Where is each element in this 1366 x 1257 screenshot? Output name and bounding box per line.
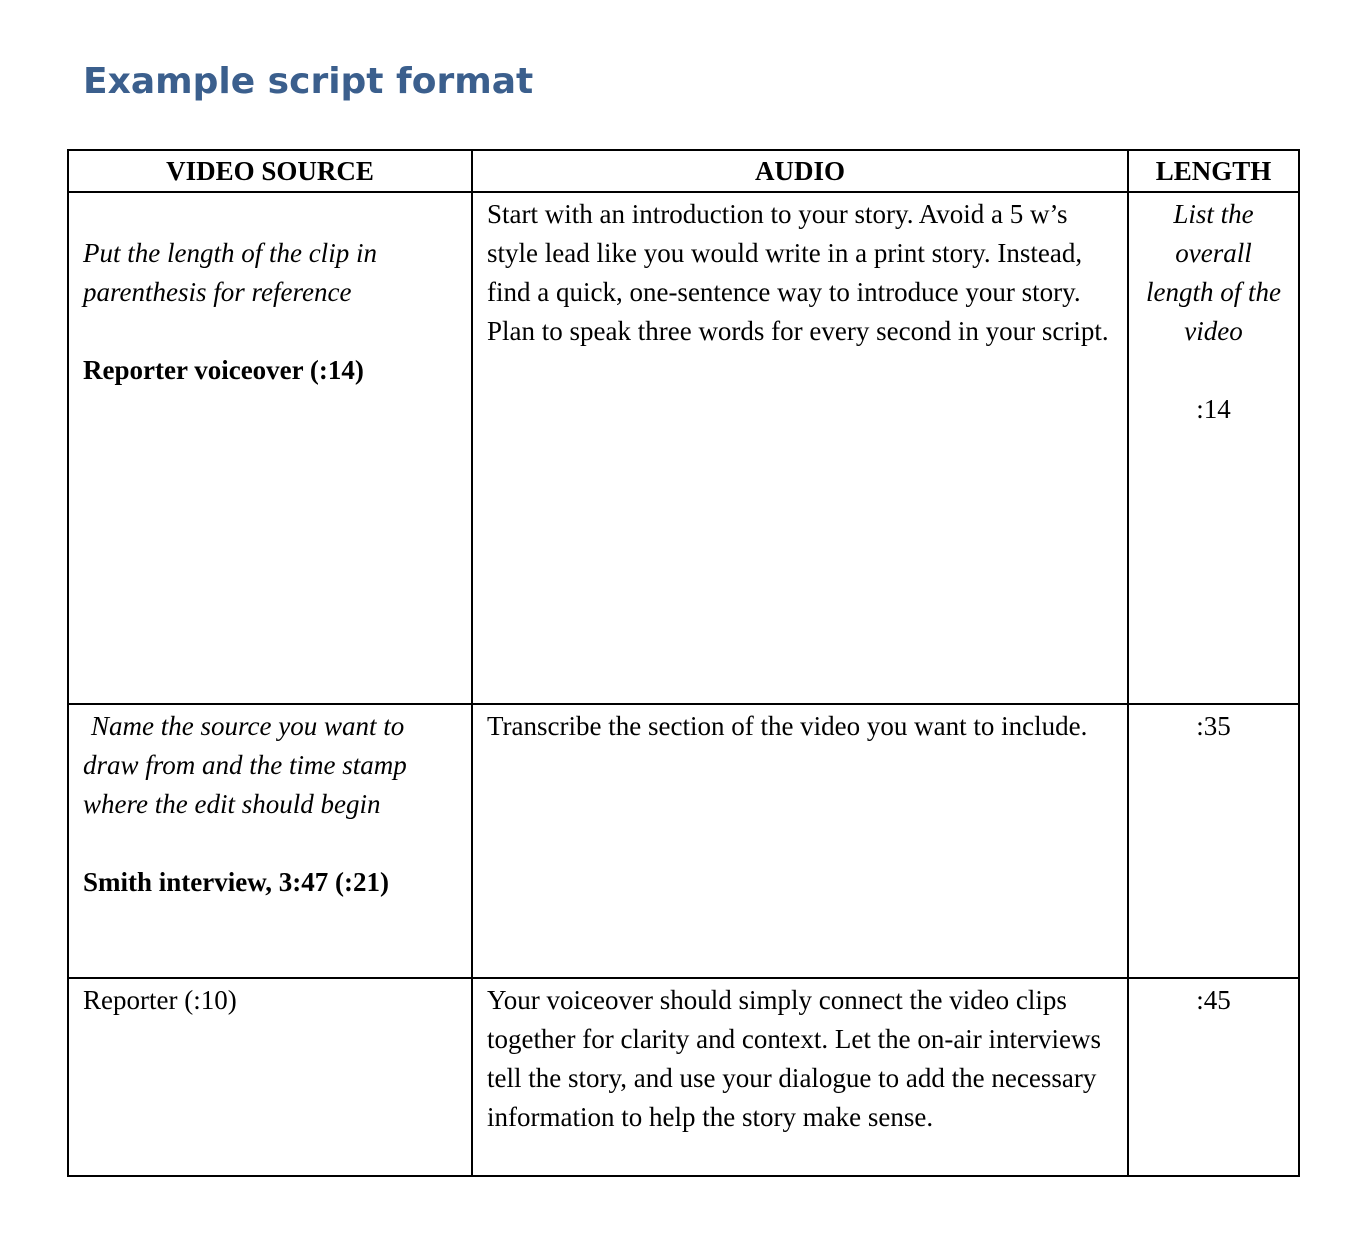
length-cell [1128, 704, 1299, 978]
audio-cell [472, 192, 1128, 704]
audio-text: Start with an introduction to your story. Avoid a 5 w’s style lead like you would write in a print story. Instead, find a quick, one-sentence way to introduce your story. Plan to speak three words for every second in your script. [487, 199, 1109, 346]
video-source-label: Reporter voiceover (:14) [83, 355, 364, 385]
video-source-cell [68, 704, 472, 978]
table-row [68, 978, 1299, 1176]
video-source-label: Smith interview, 3:47 (:21) [83, 867, 389, 897]
spacer [1143, 351, 1284, 390]
spacer [83, 195, 457, 234]
audio-cell [472, 704, 1128, 978]
header-audio: AUDIO [472, 150, 1128, 192]
audio-text: Transcribe the section of the video you want to include. [487, 711, 1088, 741]
audio-cell [472, 978, 1128, 1176]
table-header-row [68, 150, 1299, 192]
video-source-note: Put the length of the clip in parenthesis for reference [83, 238, 377, 307]
video-source-cell [68, 978, 472, 1176]
video-source-cell [68, 192, 472, 704]
length-cell [1128, 978, 1299, 1176]
script-table [67, 149, 1300, 1177]
table-row [68, 704, 1299, 978]
length-cell [1128, 192, 1299, 704]
video-source-label: Reporter (:10) [83, 985, 237, 1015]
video-source-note: Name the source you want to draw from and the time stamp where the edit should begin [83, 711, 407, 819]
length-value: :45 [1196, 985, 1231, 1015]
header-video-source: VIDEO SOURCE [68, 150, 472, 192]
length-note: List the overall length of the video [1146, 199, 1281, 346]
audio-text: Your voiceover should simply connect the video clips together for clarity and context. Let the on-air interviews tell the story, and use your dialogue to add the necessary information to help the story make sense. [487, 985, 1102, 1132]
header-length: LENGTH [1128, 150, 1299, 192]
length-value: :35 [1196, 711, 1231, 741]
spacer [83, 824, 457, 863]
length-value: :14 [1196, 394, 1231, 424]
page-title: Example script format [83, 61, 534, 102]
spacer [83, 312, 457, 351]
table-row [68, 192, 1299, 704]
